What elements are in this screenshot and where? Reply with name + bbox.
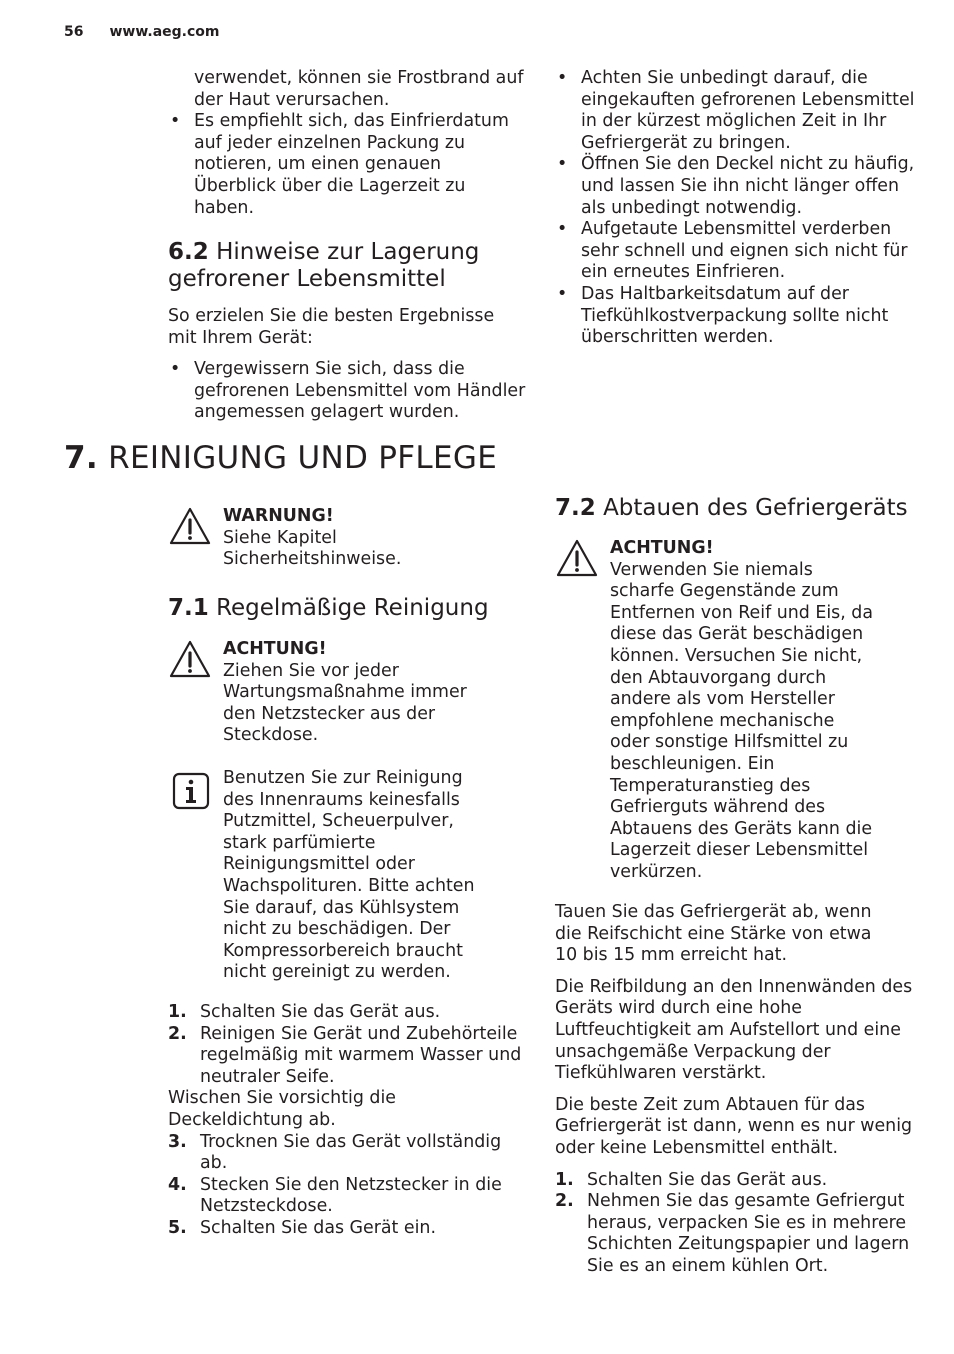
bullet-dot: • bbox=[557, 68, 568, 88]
list-item bbox=[555, 154, 915, 219]
caution-notice bbox=[168, 639, 528, 749]
step-number: 5. bbox=[168, 1217, 187, 1238]
caution-body: Verwenden Sie niemals scharfe Gegenstände zum Entfernen von Reif und Eis, da diese das Gerät beschädigen können. Versuchen Sie nicht, den Abtauvorgang durch andere als vom Hersteller empfohlene mechanische oder sonstige Hilfsmittel zu beschleunigen. Ein Temperaturanstieg des Gefrierguts während des Abtauens des Geräts kann die Lagerzeit dieser Lebensmittel verkürzen. bbox=[610, 559, 873, 882]
top-left-text bbox=[168, 68, 528, 219]
list-item bbox=[555, 68, 915, 154]
info-text: Benutzen Sie zur Reinigung des Innenraums keinesfalls Putzmittel, Scheuerpulver, stark parfümierte Reinigungsmittel oder Wachspolituren. Bitte achten Sie darauf, das Kühlsystem nicht zu beschädigen. Der Kompressorbereich braucht nicht gereinigt zu werden. bbox=[223, 768, 475, 983]
list-item bbox=[168, 68, 528, 111]
caution-title: ACHTUNG! bbox=[223, 639, 327, 659]
list-item bbox=[555, 219, 915, 284]
numbered-list bbox=[168, 1002, 528, 1088]
bullet-dot: • bbox=[557, 154, 568, 175]
step-number: 1. bbox=[555, 1169, 574, 1190]
paragraph: Die Reifbildung an den Innenwänden des Geräts wird durch eine hohe Luftfeuchtigkeit am Aufstellort und eine unsachgemäße Verpackung der Tiefkühlwaren verstärkt. bbox=[555, 976, 913, 1084]
chapter-heading bbox=[64, 438, 497, 478]
list-item bbox=[168, 111, 528, 219]
step-number: 1. bbox=[168, 1002, 187, 1022]
warning-notice bbox=[168, 506, 528, 576]
bullet-dot: • bbox=[170, 359, 181, 380]
section-7-1-heading bbox=[168, 595, 528, 622]
warning-title: WARNUNG! bbox=[223, 506, 334, 526]
step-text: Schalten Sie das Gerät ein. bbox=[200, 1217, 436, 1238]
section-title: Hinweise zur Lagerung bbox=[216, 239, 480, 265]
bullet-text: Aufgetaute Lebensmittel verderben sehr schnell und eignen sich nicht für ein erneutes Einfrieren. bbox=[581, 219, 908, 283]
caution-text bbox=[223, 639, 473, 747]
warning-line: Sicherheitshinweise. bbox=[223, 549, 402, 570]
bullet-text: Das Haltbarkeitsdatum auf der Tiefkühlkostverpackung sollte nicht überschritten werden. bbox=[581, 283, 889, 348]
page-header bbox=[64, 22, 220, 42]
list-item bbox=[168, 359, 528, 424]
bullet-text: Öffnen Sie den Deckel nicht zu häufig, und lassen Sie ihn nicht länger offen als unbedingt notwendig. bbox=[581, 154, 915, 218]
bullet-list bbox=[555, 68, 915, 349]
section-7-2-body bbox=[555, 902, 915, 1278]
numbered-list bbox=[555, 1170, 915, 1278]
caution-text bbox=[610, 538, 878, 884]
info-icon bbox=[172, 772, 210, 810]
section-number: 7.1 bbox=[168, 595, 209, 621]
step-text: Stecken Sie den Netzstecker in die Netzsteckdose. bbox=[200, 1174, 502, 1217]
caution-title: ACHTUNG! bbox=[610, 538, 714, 558]
bullet-dot: • bbox=[557, 283, 568, 304]
list-item bbox=[168, 1002, 528, 1024]
list-item bbox=[168, 1175, 528, 1218]
warning-text bbox=[223, 506, 523, 571]
top-right-text bbox=[555, 68, 915, 349]
header-url: www.aeg.com bbox=[109, 24, 220, 40]
warning-triangle-icon bbox=[168, 639, 212, 679]
step-text: Reinigen Sie Gerät und Zubehörteile regelmäßig mit warmem Wasser und neutraler Seife. bbox=[200, 1023, 522, 1087]
section-title: Regelmäßige Reinigung bbox=[216, 595, 489, 621]
warning-line: Siehe Kapitel bbox=[223, 527, 337, 548]
caution-notice bbox=[555, 538, 915, 888]
interlude-text: Wischen Sie vorsichtig die Deckeldichtung ab. bbox=[168, 1088, 396, 1130]
warning-triangle-icon bbox=[168, 506, 212, 546]
bullet-text: Vergewissern Sie sich, dass die gefrorenen Lebensmittel vom Händler angemessen gelagert wurden. bbox=[194, 359, 526, 423]
bullet-list bbox=[168, 68, 528, 219]
page-number: 56 bbox=[64, 24, 84, 40]
chapter-number: 7. bbox=[64, 440, 98, 476]
bullet-text: Achten Sie unbedingt darauf, die eingekauften gefrorenen Lebensmittel in der kürzest möglichen Zeit in Ihr Gefriergerät zu bringen. bbox=[581, 68, 915, 153]
paragraph: Tauen Sie das Gefriergerät ab, wenn die Reifschicht eine Stärke von etwa 10 bis 15 mm erreicht hat. bbox=[555, 902, 872, 966]
step-text: Nehmen Sie das gesamte Gefriergut heraus, verpacken Sie es in mehrere Schichten Zeitungspapier und lagern Sie es an einem kühlen Ort. bbox=[587, 1191, 910, 1276]
list-item bbox=[555, 1191, 915, 1277]
list-item bbox=[168, 1218, 528, 1240]
list-item bbox=[168, 1024, 528, 1089]
step-number: 4. bbox=[168, 1174, 187, 1195]
bullet-dot: • bbox=[557, 219, 568, 240]
paragraph: Die beste Zeit zum Abtauen für das Gefriergerät ist dann, wenn es nur wenig oder keine Lebensmittel enthält. bbox=[555, 1094, 913, 1158]
list-item bbox=[168, 1132, 528, 1175]
step-number: 2. bbox=[168, 1023, 187, 1044]
bullet-text: verwendet, können sie Frostbrand auf der Haut verursachen. bbox=[194, 68, 524, 110]
section-7-2-heading bbox=[555, 495, 915, 522]
bullet-dot: • bbox=[170, 111, 181, 132]
warning-triangle-icon bbox=[555, 538, 599, 578]
step-number: 3. bbox=[168, 1131, 187, 1152]
step-text: Trocknen Sie das Gerät vollständig ab. bbox=[200, 1131, 502, 1174]
section-title: Abtauen des Gefriergeräts bbox=[603, 495, 908, 521]
info-notice bbox=[168, 768, 528, 988]
section-6-2-body bbox=[168, 306, 528, 424]
chapter-title: REINIGUNG UND PFLEGE bbox=[108, 440, 498, 476]
bullet-text: Es empfiehlt sich, das Einfrierdatum auf jeder einzelnen Packung zu notieren, um einen genauen Überblick über die Lagerzeit zu haben. bbox=[194, 111, 509, 218]
step-text: Schalten Sie das Gerät aus. bbox=[200, 1002, 441, 1022]
section-7-1-steps bbox=[168, 1002, 528, 1240]
section-number: 7.2 bbox=[555, 495, 596, 521]
list-item bbox=[555, 1170, 915, 1192]
step-text: Schalten Sie das Gerät aus. bbox=[587, 1169, 828, 1190]
step-number: 2. bbox=[555, 1191, 574, 1212]
intro-paragraph: So erzielen Sie die besten Ergebnisse mit Ihrem Gerät: bbox=[168, 306, 495, 348]
section-number: 6.2 bbox=[168, 239, 209, 265]
numbered-list bbox=[168, 1132, 528, 1240]
section-6-2-heading bbox=[168, 239, 528, 293]
bullet-list bbox=[168, 359, 528, 424]
section-title-line2: gefrorener Lebensmittel bbox=[168, 266, 446, 292]
caution-body: Ziehen Sie vor jeder Wartungsmaßnahme immer den Netzstecker aus der Steckdose. bbox=[223, 660, 467, 746]
list-item bbox=[555, 284, 915, 349]
